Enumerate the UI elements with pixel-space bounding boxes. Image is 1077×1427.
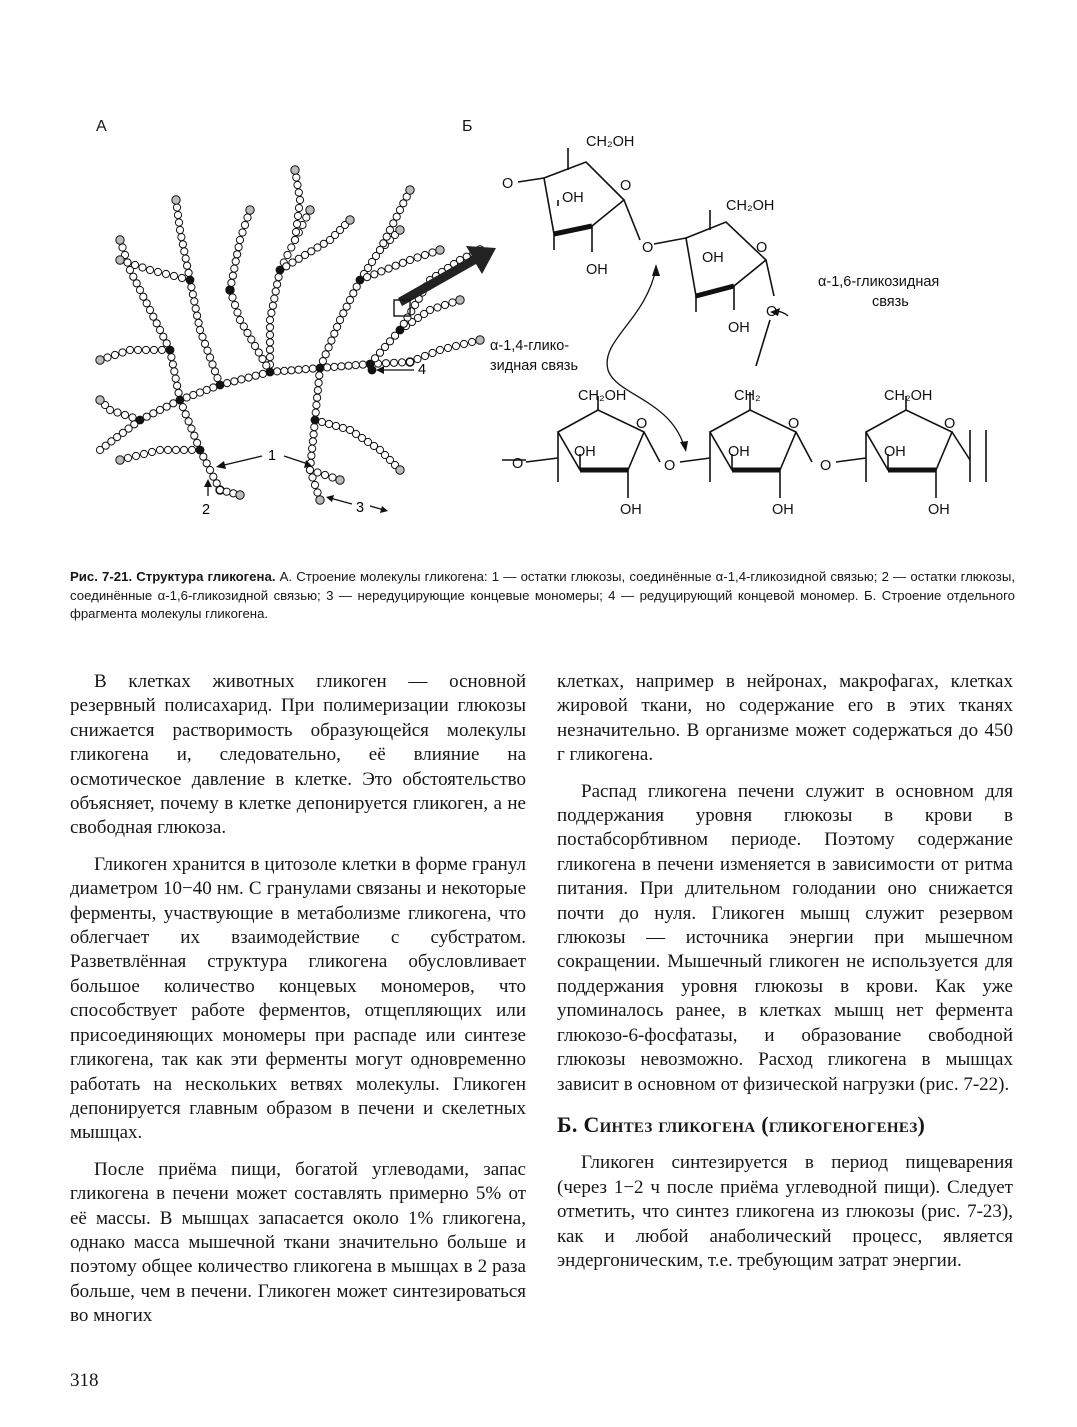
glucose-residue [293, 174, 300, 181]
svg-text:CH₂: CH₂ [734, 388, 761, 404]
glucose-residue [136, 286, 143, 293]
glucose-residue [132, 452, 139, 459]
svg-text:O: O [620, 178, 632, 194]
glucose-residue [114, 409, 121, 416]
label-3: 3 [356, 500, 365, 516]
svg-text:OH: OH [728, 320, 750, 336]
glucose-residue [316, 372, 323, 379]
glucose-residue [154, 268, 161, 275]
glucose-residue [173, 204, 180, 211]
glucose-residue [406, 358, 413, 365]
nonreducing-end [396, 466, 404, 474]
glucose-residue [216, 486, 223, 493]
svg-text:OH: OH [772, 502, 794, 518]
glucose-residue [382, 360, 389, 367]
glucose-residue [176, 226, 183, 233]
label-2: 2 [202, 502, 211, 518]
glucose-residue [191, 298, 198, 305]
glucose-residue [315, 379, 322, 386]
svg-text:O: O [944, 416, 956, 432]
nonreducing-end [172, 196, 180, 204]
glucose-residue [209, 361, 216, 368]
glucose-residue [314, 489, 321, 496]
glucose-residue [174, 211, 181, 218]
glucose-residue [331, 330, 338, 337]
glucose-residue [146, 266, 153, 273]
glucose-residue [309, 445, 316, 452]
branch-point-residue [266, 368, 275, 377]
glucose-residue [400, 200, 407, 207]
glucose-residue [236, 236, 243, 243]
glucose-residue [275, 274, 282, 281]
nonreducing-end [306, 206, 314, 214]
svg-text:CH₂OH: CH₂OH [578, 388, 627, 404]
glucose-residue [296, 196, 303, 203]
glucose-residue [332, 422, 339, 429]
figure-caption [70, 568, 1015, 624]
paragraph: Гликоген синтезируется в период пищеварения (через 1−2 ч после приёма углеводной пищи). Следует отметить, что синтез гликогена из глюкозы (рис. 7-23), как и любой анаболический процесс, является эндергоническим, т.е. требующим затрат энергии. [557, 1152, 1013, 1271]
alpha14-label-2: зидная связь [490, 358, 579, 374]
glucose-residue [268, 309, 275, 316]
branch-point-residue [176, 396, 185, 405]
glucose-residue [311, 481, 318, 488]
paragraph: Распад гликогена печени служит в основном для поддержания уровня глюкозы в крови в постабсорбтивном периоде. Поэтому содержание гликогена в печени изменяется в зависимости от ритма питания. При длительном голодании оно снижается почти до нуля. Гликоген мышц служит резервом глюкозы — источника энергии при мышечном сокращении. Мышечный гликоген не используется для поддержания уровня глюкозы в крови. Как уже упоминалось ранее, в клетках мышц нет фермента глюкозо-6-фосфатазы, и образование свободной глюкозы невозможно. Расход гликогена в мышцах зависит в основном от физической нагрузки (рис. 7-22). [557, 780, 1013, 1095]
glucose-residue [178, 234, 185, 241]
glucose-residue [104, 354, 111, 361]
structure-labels [490, 134, 955, 518]
glucose-residue [292, 228, 299, 235]
glucose-residue [229, 272, 236, 279]
glucose-residue [119, 349, 126, 356]
glucose-residue [393, 213, 400, 220]
svg-text:O: O [820, 458, 832, 474]
glucose-residue [134, 346, 141, 353]
glucose-residue [229, 294, 236, 301]
nonreducing-end [96, 356, 104, 364]
svg-text:CH₂OH: CH₂OH [586, 134, 635, 150]
svg-text:OH: OH [562, 190, 584, 206]
glucose-residue [378, 268, 385, 275]
glucose-residue [211, 368, 218, 375]
svg-text:OH: OH [702, 250, 724, 266]
branch-point-residue [186, 276, 195, 285]
label-4: 4 [418, 362, 427, 378]
glucose-residue [181, 248, 188, 255]
nonreducing-end [336, 476, 344, 484]
glycogen-fragment-structure [440, 110, 1000, 530]
glucose-residue [185, 418, 192, 425]
glucose-residue [303, 214, 310, 221]
svg-text:O: O [788, 416, 800, 432]
glucose-residue [190, 391, 197, 398]
glucose-residue [179, 404, 186, 411]
paragraph: Гликоген хранится в цитозоле клетки в форме гранул диаметром 10−40 нм. С гранулами связаны и некоторые ферменты, участвующие в метаболизме гликогена, что облегчает их взаимодействие с субстратом. Разветвлённая структура гликогена обусловливает большое количество концевых мономеров, что способствует работе ферментов, отщепляющих или присоединяющих мономеры при распаде или синтезе гликогена, так как эти ферменты могут одновременно работать на нескольких ветвях молекулы. Гликоген депонируется главным образом в печени и скелетных мышцах. [70, 853, 526, 1144]
glucose-residue [325, 344, 332, 351]
glucose-residue [248, 336, 255, 343]
glucose-residue [124, 259, 131, 266]
nonreducing-end [406, 186, 414, 194]
svg-text:O: O [512, 456, 524, 472]
glucose-ring-top-right [654, 210, 774, 366]
glucose-residue [142, 346, 149, 353]
glucose-residue [130, 273, 137, 280]
text-column-left [70, 670, 526, 1341]
glucose-residue [309, 365, 316, 372]
nonreducing-end [116, 236, 124, 244]
glucose-residue [295, 189, 302, 196]
glucose-residue [140, 450, 147, 457]
nonreducing-end [236, 491, 244, 499]
branch-point-residue [311, 416, 320, 425]
svg-text:O: O [642, 240, 654, 256]
glucose-residue [139, 264, 146, 271]
glucose-residue [386, 226, 393, 233]
branch-point-residue [166, 346, 175, 355]
glucose-residue [164, 446, 171, 453]
glucose-residue [175, 389, 182, 396]
svg-text:OH: OH [620, 502, 642, 518]
panel-a-label: А [96, 118, 107, 135]
paragraph-continued: клетках, например в нейронах, макрофагах, клетках жировой ткани, но содержание его в этих тканях незначительно. В организме может содержаться до 450 г гликогена. [557, 671, 1013, 766]
glucose-residue [231, 378, 238, 385]
glucose-residue [150, 410, 157, 417]
svg-text:OH: OH [574, 444, 596, 460]
glucose-residue [343, 303, 350, 310]
glucose-residue [162, 270, 169, 277]
glucose-residue [398, 359, 405, 366]
glucose-residue [295, 366, 302, 373]
glucose-residue [191, 432, 198, 439]
branch-point-residue [196, 446, 205, 455]
svg-text:O: O [636, 416, 648, 432]
glucose-residue [223, 488, 230, 495]
glucose-residue [172, 375, 179, 382]
paragraph: В клетках животных гликоген — основной резервный полисахарид. При полимеризации глюкозы снижается растворимость образующейся молекулы гликогена и, следовательно, её влияние на осмотическое давление в клетке. Это обстоятельство объясняет, почему в клетке депонируется гликоген, а не свободная глюкоза. [70, 671, 526, 839]
glucose-residue [288, 244, 295, 251]
glucose-residue [266, 331, 273, 338]
glucose-residue [171, 368, 178, 375]
glucose-residue [231, 265, 238, 272]
glucose-residue [124, 454, 131, 461]
glucose-residue [146, 306, 153, 313]
paragraph: После приёма пищи, богатой углеводами, запас гликогена в печени может составлять примерно 5% от её массы. В мышцах запасается около 1% гликогена, однако масса мышечной ткани значительно больше и поэтому общее количество гликогена в мышцах в 2 раза больше, чем в печени. Гликоген может синтезироваться во многих [70, 1158, 526, 1327]
section-heading: Б. Синтез гликогена (гликогеногенез) [557, 1111, 926, 1137]
glucose-residue [156, 446, 163, 453]
glucose-residue [383, 233, 390, 240]
glucose-residue [284, 251, 291, 258]
branch-point-residue [396, 326, 405, 335]
glucose-residue [331, 363, 338, 370]
glucose-residue [336, 316, 343, 323]
glucose-residue [160, 333, 167, 340]
glucose-residue [266, 339, 273, 346]
glucose-residue [169, 361, 176, 368]
glucose-residue [352, 362, 359, 369]
glucose-residue [133, 280, 140, 287]
glucose-residue [251, 342, 258, 349]
svg-text:OH: OH [928, 502, 950, 518]
glucose-residue [189, 291, 196, 298]
svg-text:O: O [766, 304, 778, 320]
glucose-residue [252, 372, 259, 379]
nonreducing-end [396, 226, 404, 234]
glucose-residue [426, 306, 433, 313]
text-column-right [557, 670, 1013, 1285]
glucose-residue [126, 346, 133, 353]
glucose-residue [359, 361, 366, 368]
nonreducing-end [116, 256, 124, 264]
glucose-residue [206, 354, 213, 361]
svg-text:OH: OH [884, 444, 906, 460]
glucose-residue [182, 255, 189, 262]
glucose-residue [188, 446, 195, 453]
glucose-residue [178, 274, 185, 281]
glucose-residue [321, 471, 328, 478]
glucose-residue [392, 262, 399, 269]
glucose-residue [174, 382, 181, 389]
glucose-residue [266, 354, 273, 361]
glucose-residue [129, 414, 136, 421]
glucose-residue [196, 389, 203, 396]
glucose-residue [234, 309, 241, 316]
glucose-residue [295, 204, 302, 211]
glucose-residue [266, 346, 273, 353]
glucose-residue [140, 293, 147, 300]
glucose-residue [338, 363, 345, 370]
glucose-residue [148, 448, 155, 455]
glucose-residue [224, 380, 231, 387]
glucose-residue [314, 469, 321, 476]
glucose-residue [313, 402, 320, 409]
nonreducing-end [116, 456, 124, 464]
glucose-residue [324, 364, 331, 371]
glucose-residue [163, 403, 170, 410]
alpha16-label-2: связь [872, 294, 909, 310]
glucose-residue [228, 279, 235, 286]
nonreducing-end [246, 206, 254, 214]
nonreducing-end [346, 216, 354, 224]
svg-text:CH₂OH: CH₂OH [726, 198, 775, 214]
glucose-residue [194, 312, 201, 319]
glucose-residue [150, 313, 157, 320]
branch-point-residue [356, 276, 365, 285]
glucose-residue [239, 229, 246, 236]
glucose-residue [259, 370, 266, 377]
glucose-residue [310, 431, 317, 438]
glucose-residue [188, 425, 195, 432]
reducing-end [368, 366, 377, 375]
glucose-residue [204, 347, 211, 354]
glucose-residue [294, 212, 301, 219]
alpha16-label-1: α-1,6-гликозидная [818, 274, 940, 290]
glucose-residue [206, 466, 213, 473]
glucose-residue [421, 251, 428, 258]
glucose-residue [309, 438, 316, 445]
glucose-residue [306, 466, 313, 473]
glucose-residue [111, 351, 118, 358]
glucose-residue [406, 256, 413, 263]
glucose-residue [376, 246, 383, 253]
glucose-residue [345, 362, 352, 369]
glucose-residue [196, 326, 203, 333]
glucose-residue [201, 340, 208, 347]
glucose-residue [429, 249, 436, 256]
glucose-residue [325, 420, 332, 427]
glucose-residue [143, 300, 150, 307]
glucose-residue [259, 355, 266, 362]
glucose-residue [346, 296, 353, 303]
glucose-residue [274, 281, 281, 288]
glucose-residue [236, 316, 243, 323]
glucose-residue [158, 346, 165, 353]
glucose-residue [241, 221, 248, 228]
glucose-residue [380, 240, 387, 247]
glucose-residue [314, 387, 321, 394]
glucose-residue [334, 323, 341, 330]
glucose-residue [350, 290, 357, 297]
glucose-residue [293, 220, 300, 227]
glucose-residue [322, 351, 329, 358]
glucose-residue [421, 352, 428, 359]
branch-point-residue [136, 416, 145, 425]
svg-text:OH: OH [728, 444, 750, 460]
glucose-residue [328, 337, 335, 344]
glucose-residue [240, 323, 247, 330]
panel-b-label: Б [462, 118, 473, 135]
glucose-residue [150, 346, 157, 353]
nonreducing-end [291, 166, 299, 174]
glucose-residue [294, 181, 301, 188]
glucose-residue [429, 349, 436, 356]
glucose-residue [234, 251, 241, 258]
glucose-residue [168, 354, 175, 361]
glucose-residue [179, 241, 186, 248]
label-1: 1 [268, 448, 277, 464]
glucose-residue [308, 452, 315, 459]
glucose-residue [311, 424, 318, 431]
glucose-residue [121, 411, 128, 418]
glucose-residue [175, 219, 182, 226]
glucose-residue [203, 460, 210, 467]
glucose-residue [119, 244, 126, 251]
page-number: 318 [70, 1370, 99, 1391]
glucose-residue [195, 319, 202, 326]
glucose-residue [399, 259, 406, 266]
glucose-residue [318, 418, 325, 425]
glucose-residue [302, 366, 309, 373]
nonreducing-end [316, 496, 324, 504]
glucose-residue [390, 220, 397, 227]
svg-text:CH₂OH: CH₂OH [884, 388, 933, 404]
glucose-residue [231, 301, 238, 308]
branch-point-residue [276, 266, 285, 275]
glucose-residue [232, 258, 239, 265]
glucose-residue [188, 284, 195, 291]
glucose-residue [269, 302, 276, 309]
glucose-residue [199, 333, 206, 340]
glucose-residue [385, 265, 392, 272]
glucose-residue [312, 409, 319, 416]
svg-text:OH: OH [586, 262, 608, 278]
glucose-residue [272, 288, 279, 295]
glucose-residue [244, 329, 251, 336]
glucose-residue [172, 446, 179, 453]
alpha14-label-1: α-1,4-глико- [490, 338, 570, 354]
glucose-residue [235, 244, 242, 251]
glucose-residue [329, 474, 336, 481]
glucose-residue [238, 376, 245, 383]
glucose-residue [340, 310, 347, 317]
glucose-chains [96, 166, 484, 504]
glucose-residue [255, 349, 262, 356]
glucose-residue [185, 269, 192, 276]
glucose-residue [192, 305, 199, 312]
caption-label: Рис. 7-21. Структура гликогена. [70, 569, 276, 584]
glucose-residue [396, 206, 403, 213]
branch-point-residue [216, 381, 225, 390]
glucose-residue [210, 473, 217, 480]
glucose-residue [314, 394, 321, 401]
svg-text:O: O [664, 458, 676, 474]
glucose-residue [288, 367, 295, 374]
glucose-residue [414, 254, 421, 261]
svg-text:O: O [502, 176, 514, 192]
glucose-residue [390, 359, 397, 366]
glucose-residue [184, 262, 191, 269]
glucose-residue [364, 274, 371, 281]
glucose-residue [182, 411, 189, 418]
glucose-residue [266, 324, 273, 331]
glucose-residue [244, 214, 251, 221]
glucose-residue [153, 320, 160, 327]
glucose-residue [131, 261, 138, 268]
glucose-residue [245, 374, 252, 381]
glucose-residue [170, 272, 177, 279]
glucose-residue [371, 271, 378, 278]
branch-point-residue [316, 364, 325, 373]
glucose-residue [156, 326, 163, 333]
glucose-residue [274, 368, 281, 375]
glucose-residue [339, 424, 346, 431]
glucose-residue [180, 446, 187, 453]
glucose-residue [291, 236, 298, 243]
glucose-residue [281, 367, 288, 374]
caption-text: А. Строение молекулы гликогена: 1 — остатки глюкозы, соединённые α-1,4-гликозидной связью; 2 — остатки глюкозы, соединённые α-1,6-гликозидной связью; 3 — нередуцирующие концевые мономеры; 4 — редуцирующий концевой мономер. Б. Строение отдельного фрагмента молекулы гликогена. [70, 569, 1015, 621]
nonreducing-end [96, 396, 104, 404]
branch-point-residue [226, 286, 235, 295]
glucose-residue [266, 316, 273, 323]
glucose-residue [156, 406, 163, 413]
svg-text:O: O [756, 240, 768, 256]
glucose-residue [194, 439, 201, 446]
glucose-residue [271, 295, 278, 302]
